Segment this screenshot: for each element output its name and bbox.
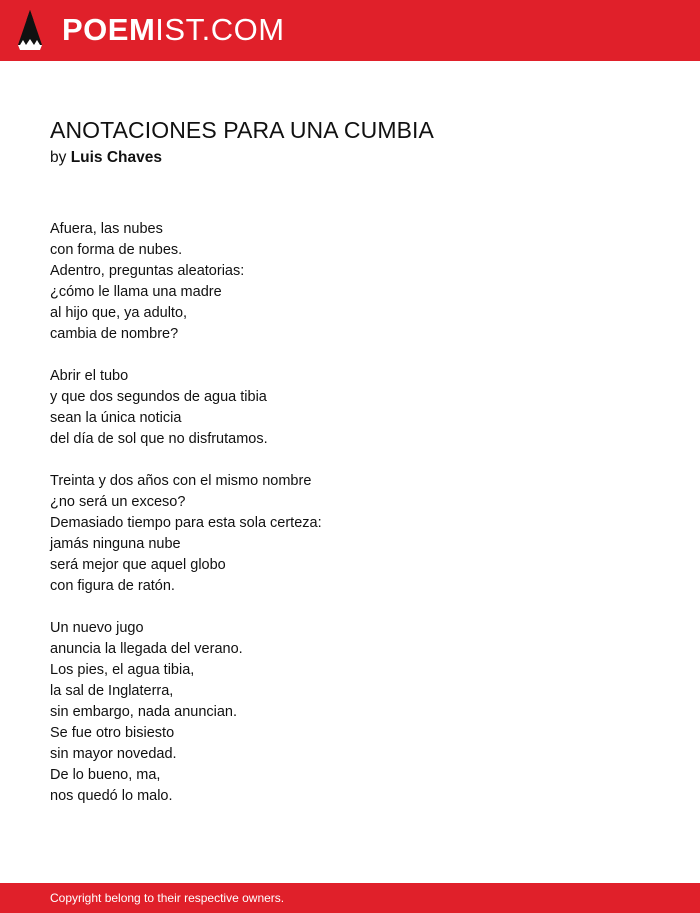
poem-line: ¿cómo le llama una madre <box>50 284 222 300</box>
poem-line: nos quedó lo malo. <box>50 788 173 804</box>
poem-line: De lo bueno, ma, <box>50 767 161 783</box>
by-label: by <box>50 149 67 166</box>
poem-line: con forma de nubes. <box>50 242 183 258</box>
poem-line: Adentro, preguntas aleatorias: <box>50 263 245 279</box>
poem-line: jamás ninguna nube <box>50 536 181 552</box>
poem-author: Luis Chaves <box>70 149 162 166</box>
poem-line: al hijo que, ya adulto, <box>50 305 188 321</box>
poem-line: Treinta y dos años con el mismo nombre <box>50 473 312 489</box>
poem-line: Los pies, el agua tibia, <box>50 662 195 678</box>
poem-line: del día de sol que no disfrutamos. <box>50 431 268 447</box>
pencil-tip-icon[interactable] <box>17 9 43 51</box>
poem-line: Un nuevo jugo <box>50 620 144 636</box>
poem-line: sean la única noticia <box>50 410 182 426</box>
poem-line: la sal de Inglaterra, <box>50 683 174 699</box>
poem-line: sin mayor novedad. <box>50 746 177 762</box>
poem-line: cambia de nombre? <box>50 326 179 342</box>
poem-byline <box>50 149 162 167</box>
copyright-text: Copyright belong to their respective owners. <box>50 891 285 905</box>
poem-line: Afuera, las nubes <box>50 221 163 237</box>
poem-body <box>50 219 650 828</box>
site-header <box>0 0 700 61</box>
poem-title: ANOTACIONES PARA UNA CUMBIA <box>50 117 434 143</box>
stanza <box>50 366 650 450</box>
stanza <box>50 219 650 345</box>
poem-line: será mejor que aquel globo <box>50 557 226 573</box>
stanza <box>50 618 650 807</box>
poem-line: Demasiado tiempo para esta sola certeza: <box>50 515 322 531</box>
poem-line: con figura de ratón. <box>50 578 175 594</box>
poem-line: Se fue otro bisiesto <box>50 725 175 741</box>
stanza <box>50 471 650 597</box>
site-logo[interactable] <box>62 10 285 50</box>
logo-text-light: IST.COM <box>155 12 285 47</box>
poem-line: y que dos segundos de agua tibia <box>50 389 267 405</box>
site-footer <box>0 883 700 913</box>
logo-text-bold: POEM <box>62 12 156 47</box>
poem-line: ¿no será un exceso? <box>50 494 186 510</box>
poem-line: Abrir el tubo <box>50 368 129 384</box>
poem-line: anuncia la llegada del verano. <box>50 641 243 657</box>
poem-line: sin embargo, nada anuncian. <box>50 704 238 720</box>
